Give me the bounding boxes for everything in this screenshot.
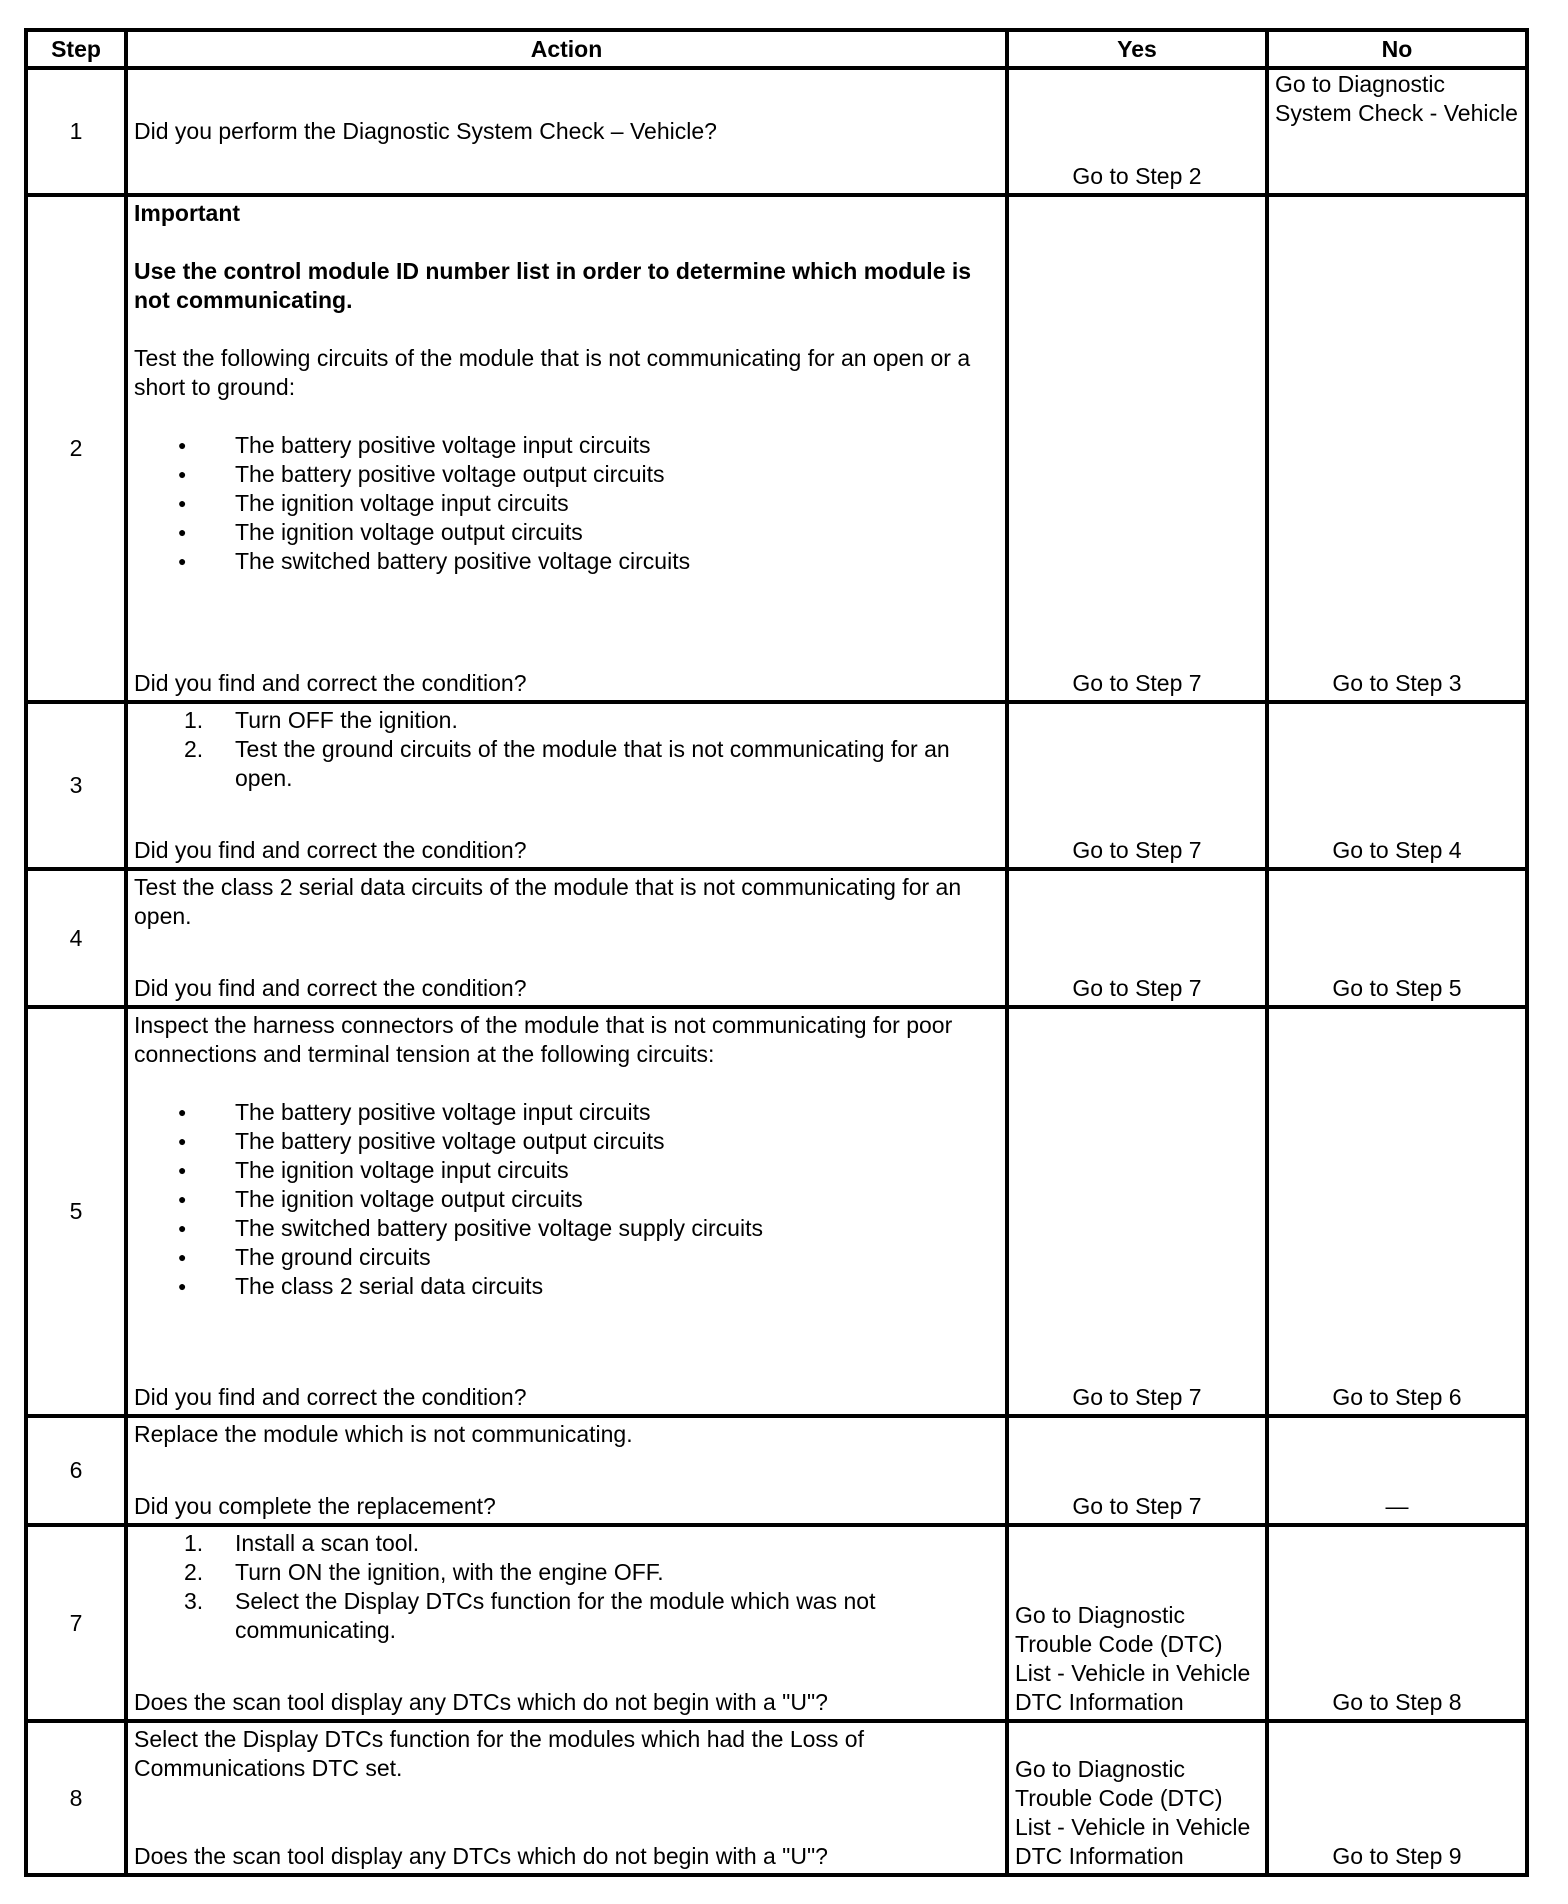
item-text: Turn OFF the ignition.: [235, 707, 458, 733]
item-number: 2.: [184, 1559, 204, 1585]
instruction-text: Inspect the harness connectors of the module that is not communicating for poor connections and terminal tension at the following circuits:: [134, 1012, 953, 1067]
no-result: Go to Step 3: [1267, 195, 1527, 702]
numbered-item: [134, 706, 999, 735]
action-cell: [126, 869, 1007, 1007]
action-instructions: [134, 1420, 999, 1449]
table-row: [26, 702, 1527, 869]
header-yes: Yes: [1007, 30, 1267, 68]
step-number: 5: [26, 1007, 126, 1416]
action-question: Did you find and correct the condition?: [134, 975, 527, 1001]
table-row: [26, 869, 1527, 1007]
table-row: [26, 1007, 1527, 1416]
table-row: [26, 195, 1527, 702]
action-instructions: [134, 1011, 999, 1301]
action-question: Did you find and correct the condition?: [134, 1384, 527, 1410]
action-instructions: [134, 706, 999, 793]
bullet-item: ● The switched battery positive voltage circuits: [134, 547, 999, 576]
no-result: Go to Step 9: [1267, 1721, 1527, 1875]
numbered-item: [134, 1558, 999, 1587]
action-content: [134, 1529, 999, 1717]
step-number: 6: [26, 1416, 126, 1525]
bullet-item: ● The ignition voltage output circuits: [134, 1185, 999, 1214]
action-cell: [126, 195, 1007, 702]
yes-result: Go to Step 7: [1007, 1416, 1267, 1525]
step-number: 4: [26, 869, 126, 1007]
bullet-list: [134, 431, 999, 576]
yes-result: Go to Step 7: [1007, 195, 1267, 702]
spacer: [134, 1069, 999, 1098]
item-text: Select the Display DTCs function for the module which was not communicating.: [235, 1588, 876, 1643]
table-row: [26, 1525, 1527, 1721]
no-result: Go to Step 8: [1267, 1525, 1527, 1721]
yes-result: Go to Step 7: [1007, 702, 1267, 869]
no-result: Go to Diagnostic System Check - Vehicle: [1267, 68, 1527, 195]
header-step: Step: [26, 30, 126, 68]
item-number: 2.: [184, 736, 204, 762]
step-number: 7: [26, 1525, 126, 1721]
numbered-item: [134, 1587, 999, 1645]
yes-result: Go to Step 7: [1007, 869, 1267, 1007]
action-question: Did you find and correct the condition?: [134, 670, 527, 696]
action-content: [134, 1011, 999, 1412]
table-row: [26, 1721, 1527, 1875]
action-content: [134, 873, 999, 1003]
important-note: Use the control module ID number list in order to determine which module is not communicating.: [134, 258, 972, 313]
instruction-text: Test the class 2 serial data circuits of the module that is not communicating for an open.: [134, 874, 962, 929]
item-text: Turn ON the ignition, with the engine OFF.: [235, 1559, 664, 1585]
bullet-item: ● The ground circuits: [134, 1243, 999, 1272]
yes-result: Go to Diagnostic Trouble Code (DTC) List - Vehicle in Vehicle DTC Information: [1007, 1721, 1267, 1875]
important-note: Important: [134, 200, 241, 226]
table-row: [26, 1416, 1527, 1525]
spacer: [134, 402, 999, 431]
action-content: [134, 1725, 999, 1871]
no-result: —: [1267, 1416, 1527, 1525]
action-instructions: [134, 199, 999, 576]
action-cell: [126, 1416, 1007, 1525]
no-result: Go to Step 4: [1267, 702, 1527, 869]
table-row: [26, 68, 1527, 195]
diagnostic-table: [24, 28, 1529, 1877]
item-text: Install a scan tool.: [235, 1530, 420, 1556]
action-cell: [126, 702, 1007, 869]
instruction-text: Replace the module which is not communicating.: [134, 1421, 633, 1447]
item-text: Test the ground circuits of the module that is not communicating for an open.: [235, 736, 950, 791]
action-cell: [126, 1007, 1007, 1416]
action-content: [134, 706, 999, 865]
instruction-text: Select the Display DTCs function for the modules which had the Loss of Communications DTC set.: [134, 1726, 864, 1781]
header-no: No: [1267, 30, 1527, 68]
bullet-item: ● The battery positive voltage output circuits: [134, 460, 999, 489]
yes-result: Go to Step 2: [1007, 68, 1267, 195]
bullet-item: ● The ignition voltage input circuits: [134, 489, 999, 518]
yes-result: Go to Step 7: [1007, 1007, 1267, 1416]
action-question: Does the scan tool display any DTCs which do not begin with a "U"?: [134, 1843, 828, 1869]
no-result: Go to Step 5: [1267, 869, 1527, 1007]
numbered-list: [134, 706, 999, 793]
action-instructions: [134, 1529, 999, 1645]
bullet-item: ● The battery positive voltage input circuits: [134, 1098, 999, 1127]
action-question: Did you find and correct the condition?: [134, 837, 527, 863]
step-number: 1: [26, 68, 126, 195]
item-number: 1.: [184, 707, 204, 733]
action-instructions: [134, 873, 999, 931]
bullet-item: ● The class 2 serial data circuits: [134, 1272, 999, 1301]
instruction-text: Test the following circuits of the module that is not communicating for an open or a short to ground:: [134, 345, 971, 400]
bullet-item: ● The switched battery positive voltage supply circuits: [134, 1214, 999, 1243]
action-cell: [126, 68, 1007, 195]
numbered-item: [134, 735, 999, 793]
item-number: 3.: [184, 1588, 204, 1614]
step-number: 2: [26, 195, 126, 702]
action-question: Did you perform the Diagnostic System Check – Vehicle?: [134, 118, 717, 144]
item-number: 1.: [184, 1530, 204, 1556]
step-number: 8: [26, 1721, 126, 1875]
action-cell: [126, 1721, 1007, 1875]
spacer: [134, 315, 999, 344]
numbered-list: [134, 1529, 999, 1645]
bullet-item: ● The battery positive voltage output circuits: [134, 1127, 999, 1156]
spacer: [134, 228, 999, 257]
action-content: [134, 199, 999, 698]
action-instructions: [134, 1725, 999, 1783]
bullet-item: ● The battery positive voltage input circuits: [134, 431, 999, 460]
action-cell: [126, 1525, 1007, 1721]
no-result: Go to Step 6: [1267, 1007, 1527, 1416]
header-action: Action: [126, 30, 1007, 68]
action-content: [134, 1420, 999, 1521]
yes-result: Go to Diagnostic Trouble Code (DTC) List - Vehicle in Vehicle DTC Information: [1007, 1525, 1267, 1721]
bullet-item: ● The ignition voltage input circuits: [134, 1156, 999, 1185]
action-question: Did you complete the replacement?: [134, 1493, 496, 1519]
step-number: 3: [26, 702, 126, 869]
bullet-item: ● The ignition voltage output circuits: [134, 518, 999, 547]
header-row: [26, 30, 1527, 68]
action-question: Does the scan tool display any DTCs which do not begin with a "U"?: [134, 1689, 828, 1715]
numbered-item: [134, 1529, 999, 1558]
bullet-list: [134, 1098, 999, 1301]
